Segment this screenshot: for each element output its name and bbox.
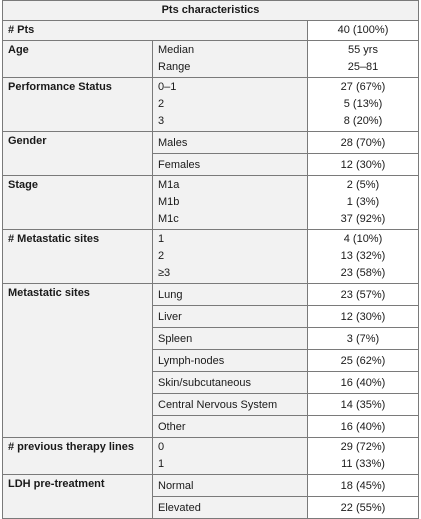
- sub-category-label: 1: [158, 233, 165, 245]
- value-text: 27 (67%): [340, 81, 386, 93]
- value-cell: [308, 328, 419, 350]
- sub-category-label: Normal: [158, 480, 194, 492]
- patient-characteristics-table: [2, 0, 419, 519]
- table-row-pts: [3, 21, 419, 41]
- sub-category-cell: [153, 154, 308, 176]
- sub-category-cell: [153, 416, 308, 438]
- value-text: 18 (45%): [340, 480, 386, 492]
- value-cell: [308, 350, 419, 372]
- sub-category-label: M1b: [158, 196, 180, 208]
- sub-category-cell: [153, 176, 308, 230]
- value-text: 29 (72%): [340, 441, 386, 453]
- sub-category-label: Central Nervous System: [158, 399, 278, 411]
- value-cell: [308, 306, 419, 328]
- sub-category-cell: [153, 78, 308, 132]
- sub-category-label: Range: [158, 61, 191, 73]
- value-text: 1 (3%): [346, 196, 380, 208]
- value-text: 16 (40%): [340, 377, 386, 389]
- sub-category-label: Other: [158, 421, 186, 433]
- sub-category-cell: [153, 497, 308, 519]
- sub-category-label: Liver: [158, 311, 182, 323]
- table-row-stage: [3, 176, 419, 230]
- sub-category-cell: [153, 284, 308, 306]
- sub-category-label: ≥3: [158, 267, 171, 279]
- group-label-metastatic-sites: Metastatic sites: [3, 284, 153, 438]
- value-text: 25–81: [347, 61, 379, 73]
- sub-category-label: Lung: [158, 289, 183, 301]
- sub-category-label: M1a: [158, 179, 180, 191]
- table-row-age: [3, 41, 419, 78]
- value-cell: [308, 176, 419, 230]
- sub-category-label: Spleen: [158, 333, 193, 345]
- sub-category-cell: [153, 306, 308, 328]
- sub-category-label: Median: [158, 44, 195, 56]
- value-cell: [308, 154, 419, 176]
- value-text: 25 (62%): [340, 355, 386, 367]
- sub-category-cell: [153, 475, 308, 497]
- sub-category-label: M1c: [158, 213, 179, 225]
- sub-category-label: Females: [158, 159, 201, 171]
- value-cell: [308, 132, 419, 154]
- value-cell: [308, 497, 419, 519]
- sub-category-cell: [153, 394, 308, 416]
- value-cell: [308, 78, 419, 132]
- sub-category-label: Elevated: [158, 502, 201, 514]
- value-text: 3 (7%): [346, 333, 380, 345]
- sub-category-label: 2: [158, 250, 165, 262]
- sub-category-cell: [153, 328, 308, 350]
- pts-label: # Pts: [3, 21, 308, 41]
- value-text: 12 (30%): [340, 159, 386, 171]
- value-text: 14 (35%): [340, 399, 386, 411]
- group-label-stage: Stage: [3, 176, 153, 230]
- value-text: 4 (10%): [343, 233, 383, 245]
- value-text: 22 (55%): [340, 502, 386, 514]
- sub-category-label: Males: [158, 137, 188, 149]
- table-row-ldh-pre-treatment: [3, 475, 419, 497]
- value-cell: [308, 416, 419, 438]
- value-text: 28 (70%): [340, 137, 386, 149]
- value-cell: [308, 230, 419, 284]
- group-label-performance-status: Performance Status: [3, 78, 153, 132]
- value-text: 37 (92%): [340, 213, 386, 225]
- group-label-gender: Gender: [3, 132, 153, 176]
- value-text: 55 yrs: [348, 44, 378, 56]
- sub-category-label: 1: [158, 458, 165, 470]
- value-cell: [308, 372, 419, 394]
- sub-category-cell: [153, 350, 308, 372]
- group-label-previous-therapy-lines: # previous therapy lines: [3, 438, 153, 475]
- table-row-performance-status: [3, 78, 419, 132]
- pts-value: 40 (100%): [308, 21, 419, 41]
- value-text: 5 (13%): [343, 98, 383, 110]
- sub-category-cell: [153, 132, 308, 154]
- table-row-previous-therapy-lines: [3, 438, 419, 475]
- value-cell: [308, 394, 419, 416]
- table-row-metastatic-sites-count: [3, 230, 419, 284]
- sub-category-label: 0: [158, 441, 165, 453]
- sub-category-cell: [153, 438, 308, 475]
- group-label-metastatic-sites-count: # Metastatic sites: [3, 230, 153, 284]
- value-cell: [308, 284, 419, 306]
- table-title-row: [3, 1, 419, 21]
- value-text: 23 (57%): [340, 289, 386, 301]
- group-label-age: Age: [3, 41, 153, 78]
- value-text: 12 (30%): [340, 311, 386, 323]
- value-cell: [308, 41, 419, 78]
- sub-category-label: Lymph-nodes: [158, 355, 225, 367]
- group-label-ldh-pre-treatment: LDH pre-treatment: [3, 475, 153, 519]
- sub-category-cell: [153, 372, 308, 394]
- value-cell: [308, 475, 419, 497]
- value-text: 11 (33%): [341, 458, 385, 470]
- sub-category-label: 2: [158, 98, 165, 110]
- value-text: 23 (58%): [340, 267, 386, 279]
- sub-category-cell: [153, 41, 308, 78]
- value-text: 16 (40%): [340, 421, 386, 433]
- value-cell: [308, 438, 419, 475]
- sub-category-label: 3: [158, 115, 165, 127]
- sub-category-cell: [153, 230, 308, 284]
- value-text: 2 (5%): [346, 179, 380, 191]
- table-row-metastatic-sites: [3, 284, 419, 306]
- table-row-gender: [3, 132, 419, 154]
- table-body: [3, 21, 419, 519]
- sub-category-label: 0–1: [158, 81, 177, 93]
- value-text: 8 (20%): [343, 115, 383, 127]
- table-title: Pts characteristics: [3, 1, 419, 21]
- sub-category-label: Skin/subcutaneous: [158, 377, 251, 389]
- value-text: 13 (32%): [340, 250, 386, 262]
